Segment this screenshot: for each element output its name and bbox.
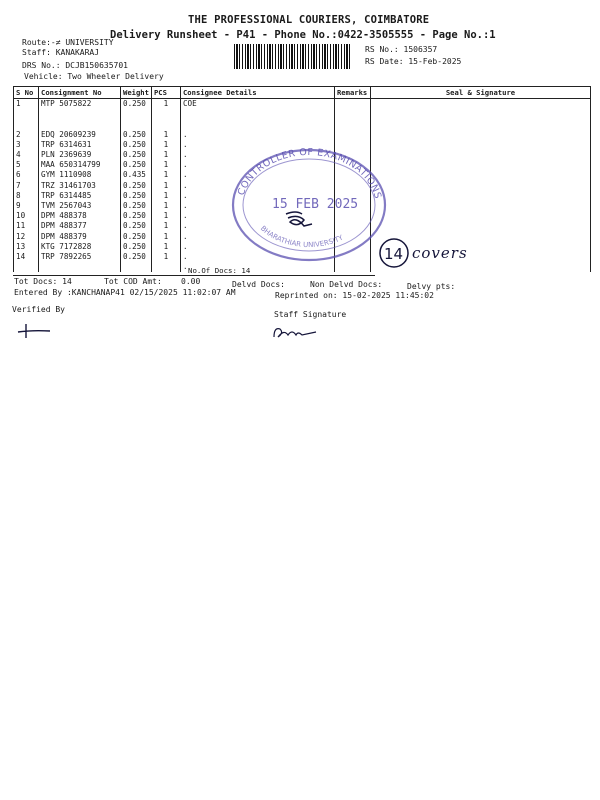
cell-weight: 0.250 [121,211,152,221]
cell-seal [370,160,590,170]
cell-consignee: . [180,130,334,140]
cell-consignment: KTG 7172828 [39,242,121,252]
cell-pcs: 1 [151,181,180,191]
cell-sno [14,119,39,129]
cell-weight: 0.435 [121,170,152,180]
cell-remarks [334,130,370,140]
cell-weight: 0.250 [121,221,152,231]
cell-consignee [180,109,334,119]
table-bottom-rule [13,275,375,276]
cell-seal [370,181,590,191]
cell-seal [370,221,590,231]
table-row [14,262,591,272]
cell-pcs: 1 [151,160,180,170]
cell-pcs: 1 [151,252,180,262]
cell-weight: 0.250 [121,160,152,170]
cell-consignment: MTP 5075822 [39,99,121,110]
delivered-docs: Delvd Docs: [232,280,285,289]
cell-sno: 3 [14,140,39,150]
cell-weight: 0.250 [121,181,152,191]
cell-consignment: EDQ 20609239 [39,130,121,140]
cell-pcs: 1 [151,221,180,231]
cell-pcs: 1 [151,99,180,110]
cell-sno: 6 [14,170,39,180]
cell-sno: 1 [14,99,39,110]
cell-consignment [39,262,121,272]
cell-seal [370,140,590,150]
col-header-weight: Weight [121,87,152,99]
university-stamp-icon [228,145,390,263]
cell-pcs: 1 [151,130,180,140]
cell-sno: 2 [14,130,39,140]
cell-consignee: COE [180,99,334,110]
table-row [14,99,591,110]
total-cod-value: 0.00 [181,277,201,286]
staff-label: Staff: KANAKARAJ [22,48,100,57]
cell-consignment: DPM 488377 [39,221,121,231]
reprinted-on: Reprinted on: 15-02-2025 11:45:02 [275,291,434,300]
cell-sno [14,262,39,272]
col-header-sno: S No [14,87,39,99]
cell-remarks [334,262,370,272]
route-label: Route:-≠ UNIVERSITY [22,38,114,47]
barcode [234,44,351,69]
cell-sno: 12 [14,232,39,242]
delivery-points: Delvy pts: [407,282,456,291]
cell-consignee: . [180,211,334,221]
stamp-top-text: CONTROLLER OF EXAMINATIONS [235,146,384,201]
cell-seal [370,119,590,129]
cell-seal [370,99,590,110]
cell-remarks [334,109,370,119]
cell-sno: 7 [14,181,39,191]
col-header-consignment: Consignment No [39,87,121,99]
entered-by: Entered By :KANCHANAP41 02/15/2025 11:02:07 AM [14,288,236,297]
rs-number: RS No.: 1506357 [365,45,438,54]
cell-weight: 0.250 [121,150,152,160]
staff-signature-label: Staff Signature [274,310,347,319]
covers-count: 14 [384,245,404,263]
cell-consignee: . [180,242,334,252]
cell-consignment: GYM 1110908 [39,170,121,180]
cell-consignment: TRZ 31461703 [39,181,121,191]
cell-weight: 0.250 [121,99,152,110]
drs-number: DRS No.: DCJB150635701 [22,61,128,70]
stamp-bottom-text: BHARATHIAR UNIVERSITY [258,224,345,250]
cell-consignment [39,119,121,129]
cell-weight [121,109,152,119]
cell-sno: 4 [14,150,39,160]
cell-pcs [151,262,180,272]
cell-weight: 0.250 [121,130,152,140]
circled-count-icon [376,236,414,270]
total-cod-label: Tot COD Amt: [104,277,162,286]
cell-consignee: . [180,191,334,201]
cell-consignment: TRP 6314485 [39,191,121,201]
cell-consignee: . [180,201,334,211]
cell-consignee: . [180,262,334,272]
cell-weight: 0.250 [121,232,152,242]
cell-consignee: . [180,221,334,231]
cell-consignee: . [180,140,334,150]
covers-note: covers [412,244,468,262]
runsheet-title: Delivery Runsheet - P41 - Phone No.:0422-3505555 - Page No.:1 [110,29,496,41]
cell-seal [370,130,590,140]
no-of-docs: No.Of Docs: 14 [188,266,251,275]
initials-icon [282,208,316,232]
cell-remarks [334,99,370,110]
cell-sno: 9 [14,201,39,211]
staff-signature-icon [270,323,320,343]
table-header-row [14,87,591,99]
cell-consignment: TRP 6314631 [39,140,121,150]
cell-sno: 13 [14,242,39,252]
cell-seal [370,150,590,160]
vehicle-label: Vehicle: Two Wheeler Delivery [24,72,164,81]
cell-pcs: 1 [151,150,180,160]
col-header-seal: Seal & Signature [370,87,590,99]
cell-pcs: 1 [151,211,180,221]
cell-weight: 0.250 [121,242,152,252]
cell-weight: 0.250 [121,201,152,211]
cell-remarks [334,119,370,129]
cell-consignment: PLN 2369639 [39,150,121,160]
cell-pcs: 1 [151,140,180,150]
table-row [14,119,591,129]
total-docs: Tot Docs: 14 [14,277,72,286]
cell-sno: 10 [14,211,39,221]
cell-weight [121,262,152,272]
cell-sno: 8 [14,191,39,201]
cell-sno: 14 [14,252,39,262]
table-row [14,109,591,119]
cell-pcs: 1 [151,201,180,211]
col-header-pcs: PCS [151,87,180,99]
cell-seal [370,191,590,201]
rs-date: RS Date: 15-Feb-2025 [365,57,462,66]
cell-consignee: . [180,232,334,242]
cell-pcs [151,119,180,129]
company-title: THE PROFESSIONAL COURIERS, COIMBATORE [188,14,430,26]
table-row [14,130,591,140]
cell-weight: 0.250 [121,252,152,262]
cell-seal [370,170,590,180]
verified-signature-icon [14,320,54,342]
cell-seal [370,201,590,211]
cell-consignment [39,109,121,119]
cell-pcs: 1 [151,191,180,201]
cell-seal [370,109,590,119]
svg-text:CONTROLLER OF EXAMINATIONS [236,147,383,200]
cell-consignment: DPM 488378 [39,211,121,221]
cell-pcs [151,109,180,119]
col-header-remarks: Remarks [334,87,370,99]
cell-weight: 0.250 [121,191,152,201]
cell-consignee: . [180,170,334,180]
cell-seal [370,211,590,221]
stamp-date: 15 FEB 2025 [272,197,359,212]
cell-consignee: . [180,181,334,191]
cell-consignee: . [180,160,334,170]
cell-weight [121,119,152,129]
cell-consignee: . [180,150,334,160]
cell-pcs: 1 [151,170,180,180]
cell-consignment: TVM 2567043 [39,201,121,211]
cell-sno: 11 [14,221,39,231]
cell-consignee: . [180,252,334,262]
cell-pcs: 1 [151,242,180,252]
cell-pcs: 1 [151,232,180,242]
cell-sno: 5 [14,160,39,170]
cell-consignment: DPM 488379 [39,232,121,242]
cell-weight: 0.250 [121,140,152,150]
cell-sno [14,109,39,119]
cell-consignee [180,119,334,129]
cell-consignment: MAA 650314799 [39,160,121,170]
non-delivered-docs: Non Delvd Docs: [310,280,383,289]
verified-by-label: Verified By [12,305,65,314]
col-header-consignee: Consignee Details [180,87,334,99]
cell-consignment: TRP 7892265 [39,252,121,262]
